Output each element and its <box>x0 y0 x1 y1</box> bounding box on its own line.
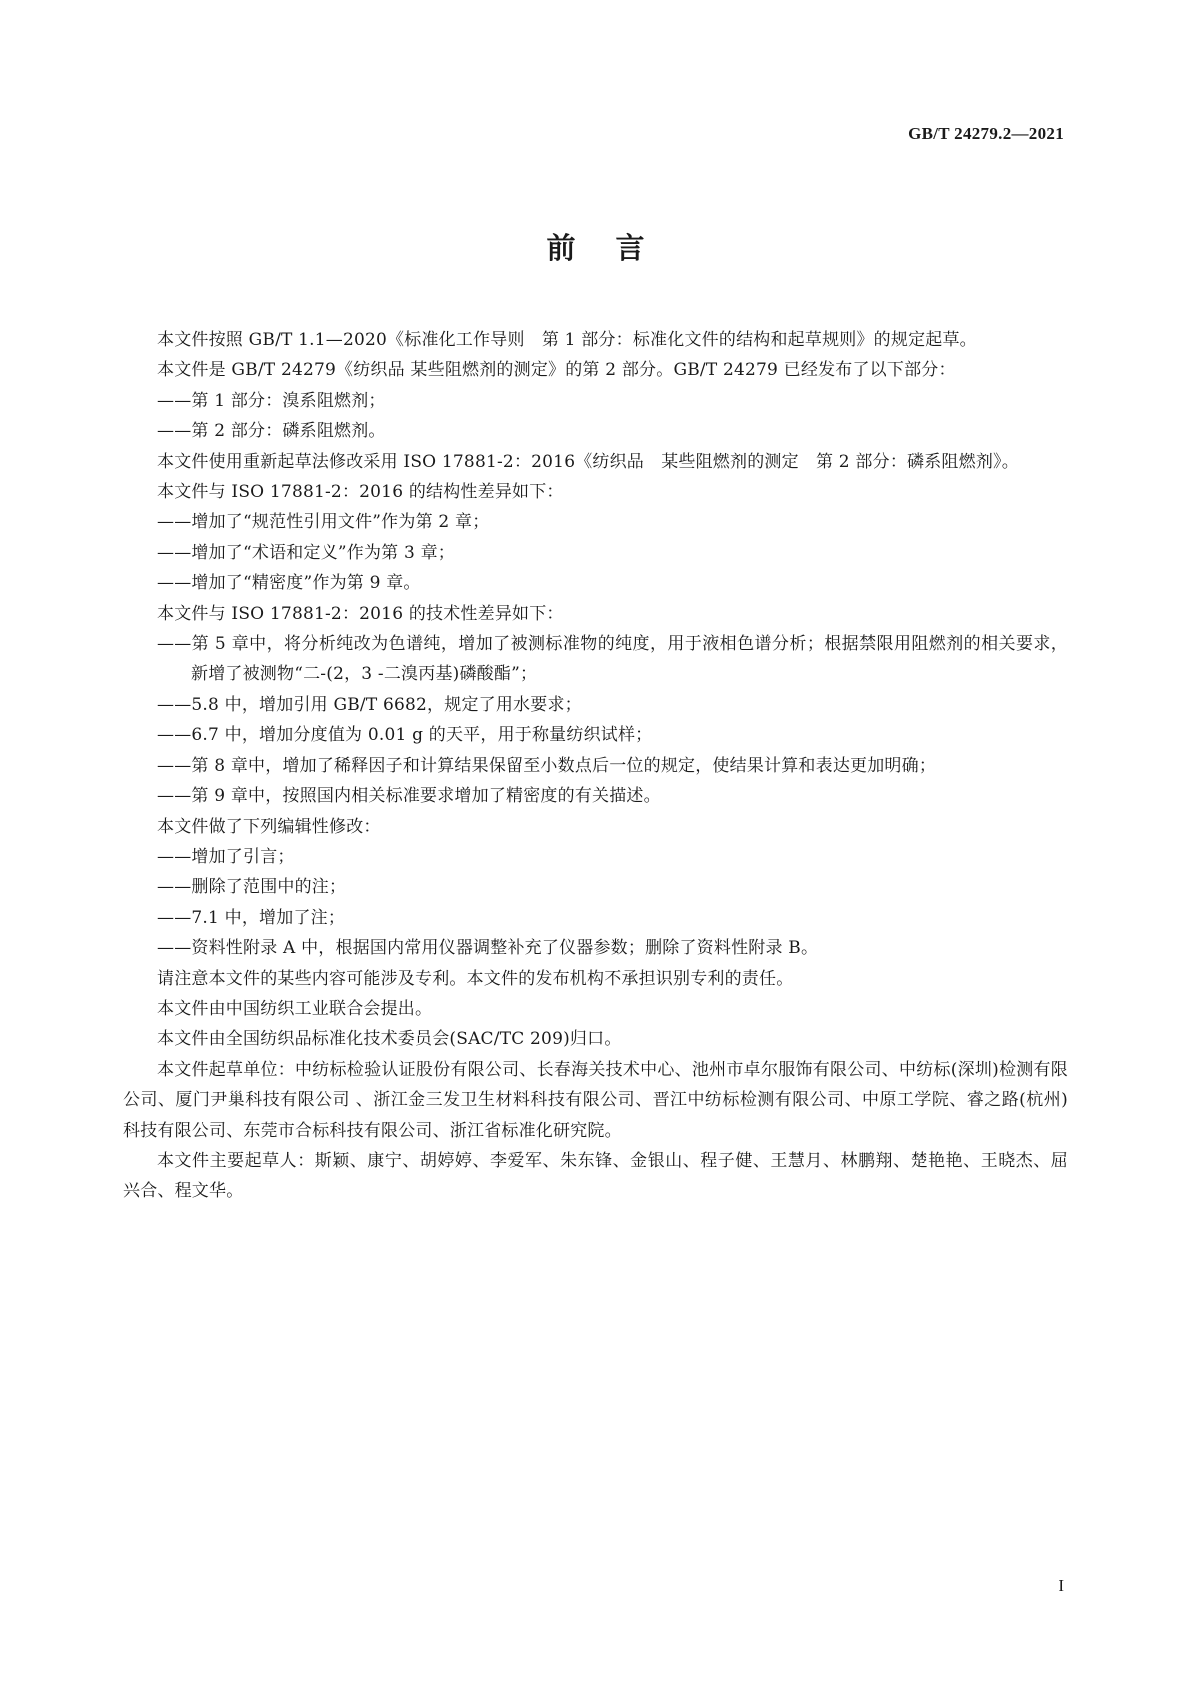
list-item: ——6.7 中，增加分度值为 0.01 g 的天平，用于称量纺织试样； <box>157 725 653 746</box>
list-item: ——第 1 部分：溴系阻燃剂； <box>157 390 386 411</box>
list-item: ——增加了“术语和定义”作为第 3 章； <box>157 542 456 563</box>
list-item: ——第 9 章中，按照国内相关标准要求增加了精密度的有关描述。 <box>157 786 661 807</box>
paragraph: 本文件与 ISO 17881-2：2016 的技术性差异如下： <box>157 603 564 624</box>
paragraph: 本文件由中国纺织工业联合会提出。 <box>157 998 433 1019</box>
paragraph: 本文件做了下列编辑性修改： <box>157 816 381 837</box>
list-item: ——5.8 中，增加引用 GB/T 6682，规定了用水要求； <box>157 694 582 715</box>
page-title: 前言 <box>546 231 685 265</box>
paragraph: 本文件起草单位：中纺标检验认证股份有限公司、长春海关技术中心、池州市卓尔服饰有限公司、中纺标(深圳)检测有限公司、厦门尹巢科技有限公司 、浙江金三发卫生材料科技有限公司、晋江中纺标检测有限公司、中原工学院、睿之路(杭州)科技有限公司、东莞市合标科技有限公司、浙江省标准化研究院。 <box>123 1059 1068 1141</box>
paragraph: 本文件由全国纺织品标准化技术委员会(SAC/TC 209)归口。 <box>157 1029 622 1050</box>
paragraph: 本文件是 GB/T 24279《纺织品 某些阻燃剂的测定》的第 2 部分。GB/T 24279 已经发布了以下部分： <box>157 360 956 381</box>
list-item: ——7.1 中，增加了注； <box>157 907 346 928</box>
list-item: ——删除了范围中的注； <box>157 877 347 898</box>
paragraph: 请注意本文件的某些内容可能涉及专利。本文件的发布机构不承担识别专利的责任。 <box>157 968 794 989</box>
foreword-body <box>123 325 1068 1207</box>
list-item: ——增加了“规范性引用文件”作为第 2 章； <box>157 512 490 533</box>
list-item: ——第 2 部分：磷系阻燃剂。 <box>157 421 386 442</box>
standard-code: GB/T 24279.2—2021 <box>908 124 1064 143</box>
list-item: ——第 8 章中，增加了稀释因子和计算结果保留至小数点后一位的规定，使结果计算和表达更加明确； <box>157 755 937 776</box>
list-item: ——增加了“精密度”作为第 9 章。 <box>157 573 421 594</box>
paragraph: 本文件使用重新起草法修改采用 ISO 17881-2：2016《纺织品 某些阻燃剂的测定 第 2 部分：磷系阻燃剂》。 <box>157 451 1019 472</box>
paragraph: 本文件主要起草人：斯颖、康宁、胡婷婷、李爱军、朱东锋、金银山、程子健、王慧月、林鹏翔、楚艳艳、王晓杰、屈兴合、程文华。 <box>123 1150 1068 1202</box>
list-item: ——第 5 章中，将分析纯改为色谱纯，增加了被测标准物的纯度，用于液相色谱分析；根据禁限用阻燃剂的相关要求，新增了被测物“二-(2，3 -二溴丙基)磷酸酯”； <box>157 634 1068 685</box>
paragraph: 本文件按照 GB/T 1.1—2020《标准化工作导则 第 1 部分：标准化文件的结构和起草规则》的规定起草。 <box>157 330 977 350</box>
page-number: I <box>1058 1576 1064 1595</box>
list-item: ——增加了引言； <box>157 846 295 867</box>
paragraph: 本文件与 ISO 17881-2：2016 的结构性差异如下： <box>157 482 564 503</box>
list-item: ——资料性附录 A 中，根据国内常用仪器调整补充了仪器参数；删除了资料性附录 B。 <box>157 938 819 959</box>
